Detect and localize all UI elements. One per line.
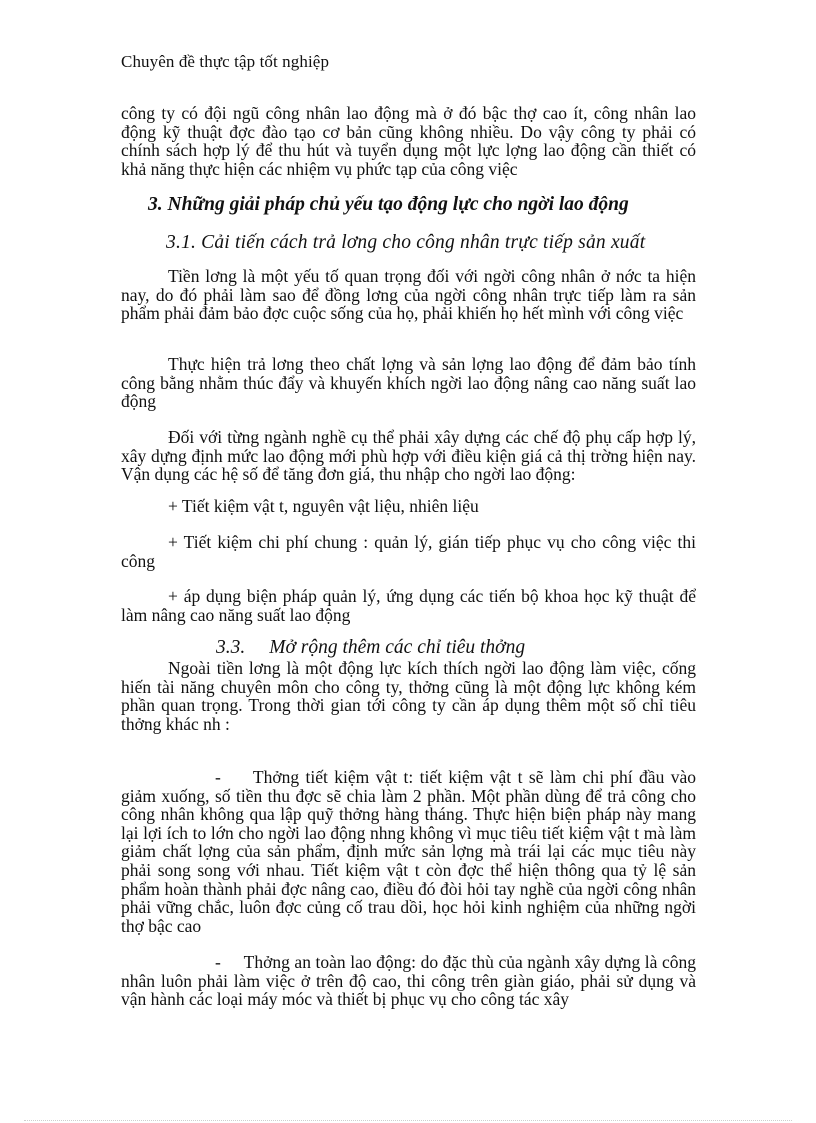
dash-marker: - bbox=[215, 767, 221, 787]
dash-text: Thởng tiết kiệm vật t: tiết kiệm vật t sẽ làm chi phí đầu vào giảm xuống, số tiền thu đợc sẽ chia làm 2 phần. Một phần dùng để trả công cho công nhân không qua lập quỹ thởng hàng tháng. Thực hiện biện pháp này mang lại lợi ích to lớn cho ngời lao động nhng không vì mục tiêu tiết kiệm vật t mà làm giảm chất lợng của sản phẩm, định mức sản lợng mà trái lại các mục tiêu này phải song song với nhau. Tiết kiệm vật t còn đợc thể hiện thông qua tỷ lệ sản phẩm hoàn thành phải đợc nâng cao, điều đó đòi hỏi tay nghề của ngời công nhân phải vững chắc, luôn đợc củng cố trau dồi, học hỏi kinh nghiệm của những ngời thợ bậc cao bbox=[121, 767, 697, 936]
subsection-heading-3-3 bbox=[216, 637, 525, 659]
page-bottom-rule bbox=[24, 1120, 792, 1121]
dash-text: Thởng an toàn lao động: do đặc thù của ngành xây dựng là công nhân luôn phải làm việc ở trên độ cao, thi công trên giàn giáo, phải sử dụng và vận hành các loại máy móc và thiết bị phục vụ cho công tác xây bbox=[121, 952, 696, 1010]
heading-title: Mở rộng thêm các chỉ tiêu thởng bbox=[269, 637, 526, 658]
intro-paragraph: công ty có đội ngũ công nhân lao động mà ở đó bậc thợ cao ít, công nhân lao động kỹ thuật đợc đào tạo cơ bản cũng không nhiều. Do vậy công ty phải có chính sách hợp lý để thu hút và tuyển dụng một lực lợng lao động cần thiết có khả năng thực hiện các nhiệm vụ phức tạp của công việc bbox=[121, 103, 696, 179]
bullet-cost-saving: + Tiết kiệm chi phí chung : quản lý, gián tiếp phục vụ cho công việc thi công bbox=[121, 532, 696, 571]
heading-number: 3.3. bbox=[216, 637, 246, 658]
bullet-management: + áp dụng biện pháp quản lý, ứng dụng các tiến bộ khoa học kỹ thuật để làm nâng cao năng suất lao động bbox=[121, 586, 696, 625]
page-header: Chuyên đề thực tập tốt nghiệp bbox=[121, 52, 330, 71]
dash-item-material-bonus bbox=[121, 768, 696, 935]
section-heading-3: 3. Những giải pháp chủ yếu tạo động lực cho ngời lao động bbox=[148, 194, 629, 215]
bullet-material-saving: + Tiết kiệm vật t, nguyên vật liệu, nhiên liệu bbox=[168, 496, 479, 516]
paragraph-wage-importance: Tiền lơng là một yếu tố quan trọng đối với ngời công nhân ở nớc ta hiện nay, do đó phải làm sao để đồng lơng của ngời công nhân trực tiếp làm ra sản phẩm phải đảm bảo đợc cuộc sống của họ, phải khiến họ hết mình với công việc bbox=[121, 266, 696, 324]
paragraph-allowances: Đối với từng ngành nghề cụ thể phải xây dựng các chế độ phụ cấp hợp lý, xây dựng định mức lao động mới phù hợp với điều kiện giá cả thị trờng hiện nay. Vận dụng các hệ số để tăng đơn giá, thu nhập cho ngời lao động: bbox=[121, 427, 696, 485]
paragraph-wage-quality: Thực hiện trả lơng theo chất lợng và sản lợng lao động để đảm bảo tính công bằng nhằm thúc đẩy và khuyến khích ngời lao động nâng cao năng suất lao động bbox=[121, 354, 696, 412]
subsection-heading-3-1: 3.1. Cải tiến cách trả lơng cho công nhân trực tiếp sản xuất bbox=[166, 232, 646, 253]
dash-item-safety-bonus bbox=[121, 953, 696, 1009]
dash-marker: - bbox=[215, 952, 221, 972]
paragraph-bonus-intro: Ngoài tiền lơng là một động lực kích thích ngời lao động làm việc, cống hiến tài năng chuyên môn cho công ty, thởng cũng là một động lực không kém phần quan trọng. Trong thời gian tới công ty cần áp dụng thêm một số chỉ tiêu thởng khác nh : bbox=[121, 658, 696, 734]
